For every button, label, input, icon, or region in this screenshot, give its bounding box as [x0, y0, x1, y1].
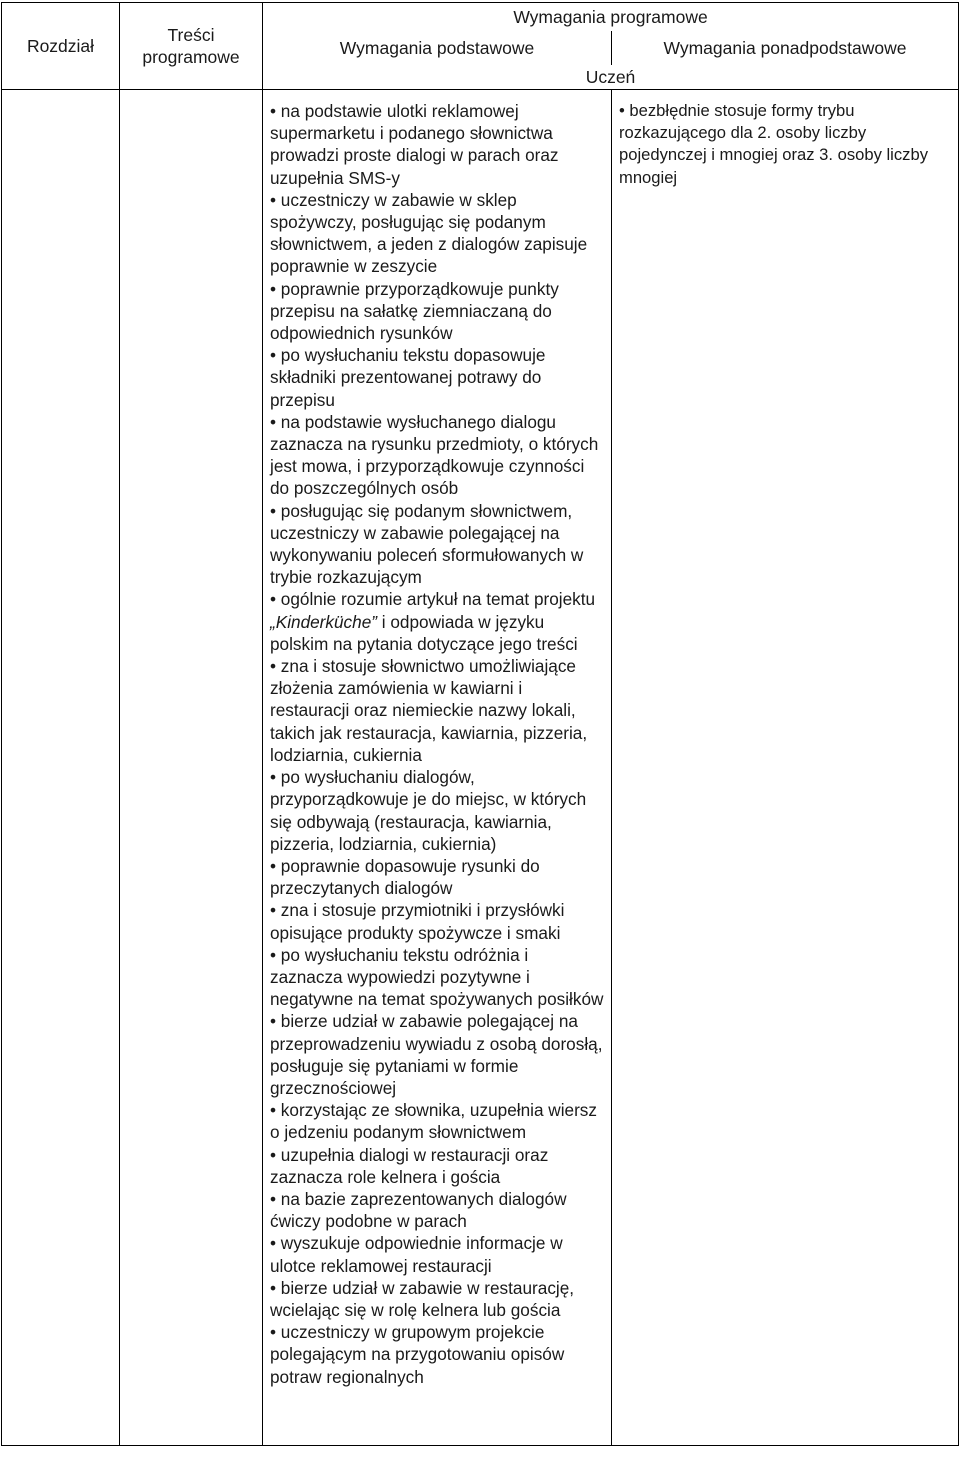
- basic-item: • posługując się podanym słownictwem, uczestniczy w zabawie polegającej na wykonywaniu poleceń sformułowanych w trybie rozkazującym: [270, 500, 605, 589]
- basic-requirements-cell: [263, 90, 612, 1446]
- header-chapter: Rozdział: [2, 3, 120, 90]
- header-basic: Wymagania podstawowe: [263, 31, 612, 65]
- basic-item: • po wysłuchaniu tekstu odróżnia i zaznacza wypowiedzi pozytywne i negatywne na temat spożywanych posiłków: [270, 944, 605, 1011]
- basic-item: • wyszukuje odpowiednie informacje w ulotce reklamowej restauracji: [270, 1232, 605, 1276]
- content-cell: [120, 90, 263, 1446]
- basic-item-text: ogólnie rozumie artykuł na temat projektu: [280, 589, 596, 610]
- basic-item: • poprawnie dopasowuje rysunki do przeczytanych dialogów: [270, 855, 605, 899]
- basic-item: • na bazie zaprezentowanych dialogów ćwiczy podobne w parach: [270, 1188, 605, 1232]
- chapter-cell: [2, 90, 120, 1446]
- advanced-requirements-cell: [612, 90, 959, 1446]
- basic-item: • uzupełnia dialogi w restauracji oraz zaznacza role kelnera i gościa: [270, 1144, 605, 1188]
- basic-item: • po wysłuchaniu dialogów, przyporządkowuje je do miejsc, w których się odbywają (restauracja, kawiarnia, pizzeria, lodziarnia, cukiernia): [270, 766, 605, 855]
- header-requirements: Wymagania programowe: [263, 3, 959, 32]
- basic-item: • na podstawie ulotki reklamowej supermarketu i podanego słownictwa prowadzi proste dialogi w parach oraz uzupełnia SMS-y: [270, 100, 605, 189]
- basic-item: • poprawnie przyporządkowuje punkty przepisu na sałatkę ziemniaczaną do odpowiednich rysunków: [270, 278, 605, 345]
- requirements-table: [1, 2, 959, 1446]
- basic-item: • po wysłuchaniu tekstu dopasowuje składniki prezentowanej potrawy do przepisu: [270, 344, 605, 411]
- basic-item: • bierze udział w zabawie w restaurację, wcielając się w rolę kelnera lub gościa: [270, 1277, 605, 1321]
- header-content: Treści programowe: [120, 3, 263, 90]
- basic-item-text: i odpowiada w języku polskim na pytania dotyczące jego treści: [270, 611, 578, 654]
- basic-item: • na podstawie wysłuchanego dialogu zaznacza na rysunku przedmioty, o których jest mowa, i przyporządkowuje czynności do poszczególnych osób: [270, 411, 605, 500]
- basic-item: • uczestniczy w zabawie w sklep spożywczy, posługując się podanym słownictwem, a jeden z dialogów zapisuje poprawnie w zeszycie: [270, 189, 605, 278]
- header-advanced: Wymagania ponadpodstawowe: [612, 31, 959, 65]
- basic-item: • bierze udział w zabawie polegającej na przeprowadzeniu wywiadu z osobą dorosłą, posługuje się pytaniami w formie grzecznościowej: [270, 1010, 605, 1099]
- basic-item: [270, 588, 605, 655]
- basic-item: • uczestniczy w grupowym projekcie polegającym na przygotowaniu opisów potraw regionalnych: [270, 1321, 605, 1388]
- project-title: „Kinderküche”: [270, 611, 377, 632]
- advanced-item: • bezbłędnie stosuje formy trybu rozkazującego dla 2. osoby liczby pojedynczej i mnogiej oraz 3. osoby liczby mnogiej: [619, 100, 952, 189]
- basic-item: • zna i stosuje słownictwo umożliwiające złożenia zamówienia w kawiarni i restauracji oraz niemieckie nazwy lokali, takich jak restauracja, kawiarnia, pizzeria, lodziarnia, cukiernia: [270, 655, 605, 766]
- basic-item: • korzystając ze słownika, uzupełnia wiersz o jedzeniu podanym słownictwem: [270, 1099, 605, 1143]
- basic-item: • zna i stosuje przymiotniki i przysłówki opisujące produkty spożywcze i smaki: [270, 899, 605, 943]
- header-student: Uczeń: [263, 65, 959, 90]
